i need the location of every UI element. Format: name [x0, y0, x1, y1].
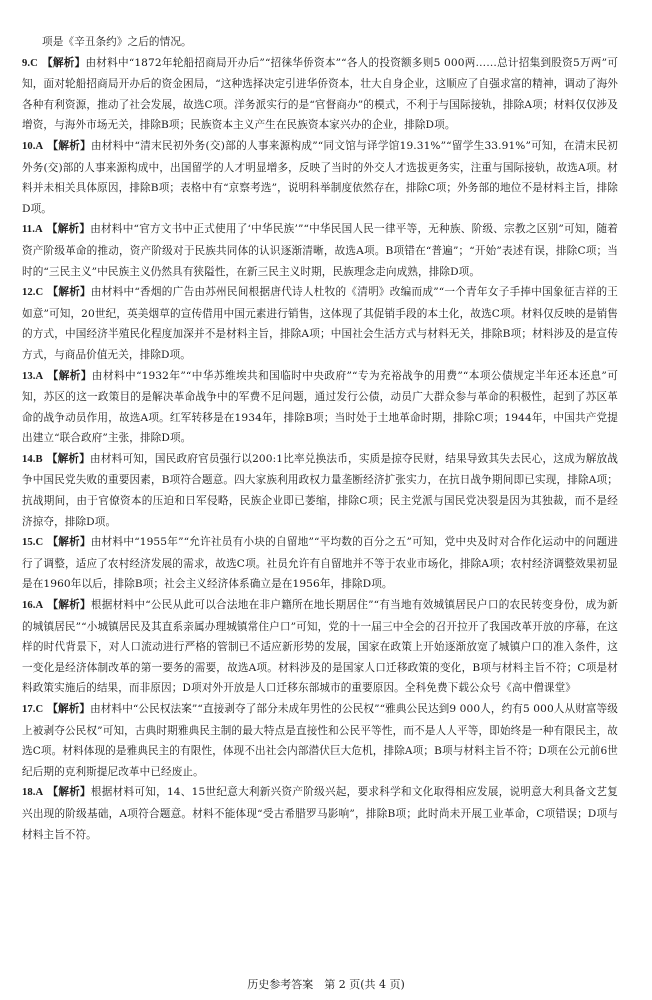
- answer-letter: A: [34, 224, 43, 236]
- answer-letter: C: [35, 287, 44, 299]
- page-footer: 历史参考答案 第 2 页(共 4 页): [247, 978, 405, 991]
- answer-letter: C: [35, 537, 44, 549]
- answer-letter: A: [35, 787, 44, 799]
- question-number: 10.: [22, 140, 36, 152]
- analysis-text: 根据材料可知，14、15世纪意大利新兴资产阶级兴起，要求科学和文化取得相应发展，说明意大利具备文艺复兴出现的阶级基础，A项符合题意。材料不能体现“受古希腊罗马影响”，排除B项；此时尚未开展工业革命，C项错误；D项与材料主旨不符。: [22, 786, 618, 841]
- analysis-tag: 【解析】: [47, 599, 91, 612]
- answer-item: [22, 282, 618, 365]
- question-number: 15.: [22, 537, 36, 549]
- answer-item: [22, 782, 618, 845]
- analysis-text: 由材料中“香烟的广告由苏州民间根据唐代诗人杜牧的《清明》改编而成”“一个青年女子手捧中国象征吉祥的王如意”可知，20世纪，英美烟草的宣传借用中国元素进行销售，这体现了其促销手段的本土化，故选C项。材料仅反映的是销售的方式，中国经济半殖民化程度加深并不是材料主旨，排除A项；中国社会生活方式与材料无关，排除B项；材料涉及的是宣传方式，与商品价值无关，排除D项。: [22, 286, 618, 361]
- answer-letter: A: [35, 140, 44, 152]
- answer-item: [22, 53, 618, 136]
- intro-continuation: 项是《辛丑条约》之后的情况。: [42, 36, 192, 48]
- answer-item: [22, 219, 618, 282]
- answer-item: [22, 136, 618, 219]
- analysis-tag: 【解析】: [46, 223, 91, 236]
- answer-item: [22, 449, 618, 532]
- answer-item: [22, 366, 618, 449]
- question-number: 13.: [22, 370, 36, 382]
- answer-letter: C: [30, 57, 38, 69]
- question-number: 9.: [22, 57, 31, 69]
- answer-letter: A: [35, 600, 44, 612]
- answer-item: [22, 699, 618, 782]
- analysis-tag: 【解析】: [47, 536, 91, 549]
- question-number: 12.: [22, 287, 36, 299]
- analysis-text: 由材料中“1955年”“允许社员有小块的自留地”“平均数的百分之五”可知，党中央及时对合作化运动中的问题进行了调整，适应了农村经济发展的需求，故选C项。社员允许有自留地并不等于农业市场化，排除A项；农村经济调整效果初显是在1960年以后，排除B项；社会主义经济体系确立是在1956年，排除D项。: [22, 536, 618, 591]
- analysis-tag: 【解析】: [47, 703, 91, 715]
- analysis-tag: 【解析】: [46, 452, 91, 465]
- analysis-text: 由材料中“官方文书中正式使用了‘中华民族’”“中华民国人民一律平等，无种族、阶级、宗教之区别”可知，随着资产阶级革命的推动，资产阶级对于民族共同体的认识逐渐清晰，故选A项。B项错在“普遍”；“开始”表述有误，排除C项；当时的“三民主义”中民族主义仍然具有狭隘性，在新三民主义时期，民族理念走向成熟，排除D项。: [22, 223, 619, 278]
- analysis-tag: 【解析】: [47, 139, 92, 152]
- analysis-text: 由材料中“1872年轮船招商局开办后”“招徕华侨资本”“各人的投资额多则5 000两……总计招集到股资5万两”可知，面对轮船招商局开办后的资金困局，“这种选择决定引进华侨资本，壮大自身企业，这顺应了自强求富的精神，调动了海外各种有利资源，推动了社会发展，故选C项。洋务派实行的是“官督商办”的模式，不利于与国际接轨，排除A项；材料仅仅涉及增资，与海外市场无关，排除B项；民族资本主义产生在民族资本家兴办的企业，排除D项。: [22, 56, 619, 132]
- answer-letter: C: [35, 704, 44, 715]
- analysis-text: 由材料中“公民权法案”“直接剥夺了部分未成年男性的公民权”“雅典公民达到9 000人，约有5 000人从财富等级上被剥夺公民权”可知，古典时期雅典民主制的最大特点是直接性和公民平等性，而不是人人平等，即始终是一种有限民主，故选C项。材料体现的是雅典民主的有限性，体现不出社会内部潜伏巨大危机，排除A项；B项与材料主旨不符；D项在公元前6世纪后期的克利斯提尼改革中已经废止。: [22, 703, 618, 778]
- question-number: 17.: [22, 704, 36, 715]
- answer-letter: B: [35, 453, 43, 465]
- question-list: [22, 53, 618, 846]
- analysis-tag: 【解析】: [47, 369, 92, 382]
- question-number: 18.: [22, 787, 36, 799]
- question-number: 14.: [22, 453, 36, 465]
- answer-item: [22, 532, 618, 595]
- question-number: 11.: [22, 224, 35, 236]
- analysis-text: 由材料可知，国民政府官员强行以200:1比率兑换法币，实质是掠夺民财，结果导致其失去民心，这成为解放战争中国民党失败的重要因素，B项符合题意。四大家族利用政权力量垄断经济扩张实力，在抗日战争期间即已实现，排除A项；抗战期间，由于官僚资本的压迫和日军侵略，民族企业即已萎缩，排除C项；民主党派与国民党决裂是因为其独裁，而不是经济掠夺，排除D项。: [22, 452, 619, 528]
- analysis-text: 由材料中“清末民初外务(交)部的人事来源构成”“同文馆与译学馆19.31%”“留学生33.91%”可知，在清末民初外务(交)部的人事来源构成中，出国留学的人才明显增多，反映了当时的外交人才选拔更务实，注重与国际接轨，故选A项。材料并未相关具体原因，排除B项；表格中有“京察考选”，说明科举制度依然存在，排除C项；外务部的地位不是材料主旨，排除D项。: [22, 139, 618, 215]
- question-number: 16.: [22, 600, 36, 612]
- analysis-text: 由材料中“1932年”“中华苏维埃共和国临时中央政府”“专为充裕战争的用费”“本项公债规定半年还本还息”可知，苏区的这一政策目的是解决革命战争中的军费不足问题，通过发行公债，动员广大群众参与革命的积极性，起到了苏区革命的战争动员作用，故选A项。红军转移是在1934年，排除B项；当时处于土地革命时期，排除C项；1944年，中国共产党提出建立“联合政府”主张，排除D项。: [22, 369, 618, 445]
- analysis-text: 根据材料中“公民从此可以合法地在非户籍所在地长期居住”“有当地有效城镇居民户口的农民转变身份，成为新的城镇居民”“小城镇居民及其直系亲属办理城镇常住户口”可知，党的十一届三中全会的召开拉开了我国改革开放的序幕，在这样的时代背景下，对人口流动进行严格的管制已不适应新形势的发展，国家在政策上开始逐渐放宽了城镇户口的准入条件，这一变化是经济体制改革的第一要务的需要，故选A项。材料涉及的是国家人口迁移政策的变化，B项与材料主旨不符；C项是材料政策实施后的结果，而非原因；D项对外开放是人口迁移东部城市的重要原因。全科免费下载公众号《高中僧课堂》: [22, 599, 618, 695]
- analysis-tag: 【解析】: [47, 286, 91, 299]
- analysis-tag: 【解析】: [41, 56, 86, 69]
- analysis-tag: 【解析】: [47, 786, 91, 799]
- answer-item: [22, 595, 618, 699]
- answer-letter: A: [35, 370, 44, 382]
